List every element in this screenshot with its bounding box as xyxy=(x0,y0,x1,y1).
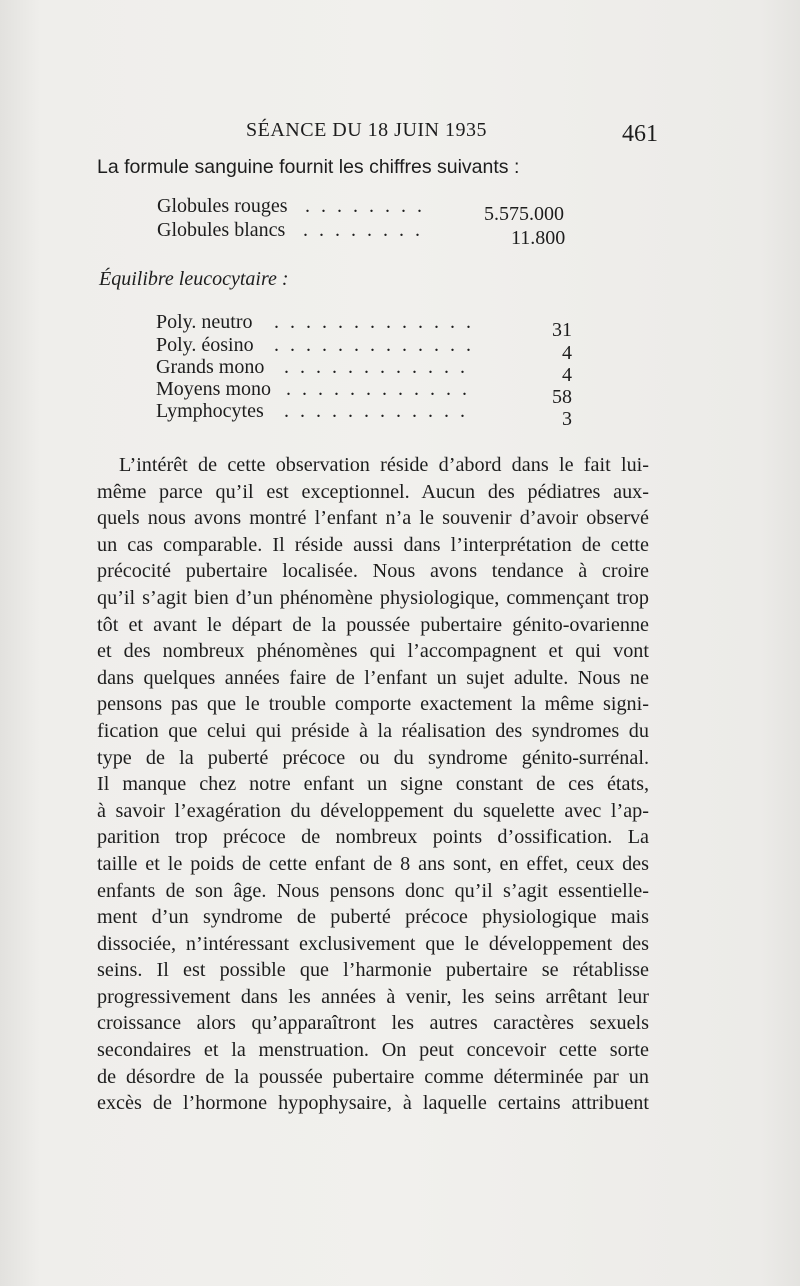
row-leader-dots: . . . . . . . . xyxy=(303,219,423,241)
paragraph-line: fication que celui qui préside à la réalisation des syndromes du xyxy=(97,719,649,742)
row-value: 5.575.000 xyxy=(484,203,564,225)
row-value: 58 xyxy=(552,386,572,408)
paragraph-line: dans quelques années faire de l’enfant un sujet adulte. Nous ne xyxy=(97,666,649,689)
row-value: 31 xyxy=(552,319,572,341)
row-leader-dots: . . . . . . . . . . . . . xyxy=(274,334,474,356)
paragraph-line: seins. Il est possible que l’harmonie pubertaire se rétablisse xyxy=(97,959,649,982)
paragraph-line: de désordre de la poussée pubertaire comme déterminée par un xyxy=(97,1065,649,1088)
row-label: Lymphocytes xyxy=(156,400,264,422)
paragraph-line: ment d’un syndrome de puberté précoce physiologique mais xyxy=(97,906,649,929)
paragraph-line: Il manque chez notre enfant un signe constant de ces états, xyxy=(97,773,649,796)
paragraph-line: précocité pubertaire localisée. Nous avons tendance à croire xyxy=(97,560,649,583)
row-leader-dots: . . . . . . . . . . . . . xyxy=(274,311,474,333)
paragraph-line: secondaires et la menstruation. On peut concevoir cette sorte xyxy=(97,1039,649,1062)
paragraph-line: parition trop précoce de nombreux points d’ossification. La xyxy=(97,826,649,849)
running-title-text: SÉANCE DU 18 JUIN 1935 xyxy=(246,119,487,141)
page-number: 461 xyxy=(622,121,658,147)
paragraph-line: dissociée, n’intéressant exclusivement que le développement des xyxy=(97,932,649,955)
row-leader-dots: . . . . . . . . . . . . xyxy=(286,378,470,400)
paragraph-line: type de la puberté précoce ou du syndrome génito-surrénal. xyxy=(97,746,649,769)
paragraph-line: même parce qu’il est exceptionnel. Aucun des pédiatres aux- xyxy=(97,480,649,503)
row-label: Globules rouges xyxy=(157,195,288,217)
paragraph-line: quels nous avons montré l’enfant n’a le souvenir d’avoir observé xyxy=(97,507,649,530)
row-value: 11.800 xyxy=(511,227,566,249)
leuco-section-title: Équilibre leucocytaire : xyxy=(99,268,289,290)
row-label: Poly. éosino xyxy=(156,334,254,356)
paragraph-line: et des nombreux phénomènes qui l’accompagnent et qui vont xyxy=(97,640,649,663)
paragraph-line: enfants de son âge. Nous pensons donc qu’il s’agit essentielle- xyxy=(97,879,649,902)
intro-sentence: La formule sanguine fournit les chiffres suivants : xyxy=(97,156,520,178)
row-label: Globules blancs xyxy=(157,219,286,241)
discussion-paragraph xyxy=(97,452,649,1117)
running-title xyxy=(246,117,487,142)
row-leader-dots: . . . . . . . . xyxy=(305,195,425,217)
paragraph-line: tôt et avant le départ de la poussée pubertaire génito-ovarienne xyxy=(97,613,649,636)
paragraph-line: excès de l’hormone hypophysaire, à laquelle certains attribuent xyxy=(97,1092,649,1115)
paragraph-line: taille et le poids de cette enfant de 8 ans sont, en effet, ceux des xyxy=(97,852,649,875)
row-label: Poly. neutro xyxy=(156,311,253,333)
paragraph-line: un cas comparable. Il réside aussi dans l’interprétation de cette xyxy=(97,533,649,556)
leuco-row xyxy=(156,400,576,428)
row-label: Moyens mono xyxy=(156,378,271,400)
row-leader-dots: . . . . . . . . . . . . xyxy=(284,356,468,378)
paragraph-line: L’intérêt de cette observation réside d’abord dans le fait lui- xyxy=(119,454,649,476)
paragraph-line: croissance alors qu’apparaîtront les autres caractères sexuels xyxy=(97,1012,649,1035)
row-value: 4 xyxy=(562,342,572,364)
paragraph-line: qu’il s’agit bien d’un phénomène physiologique, commençant trop xyxy=(97,586,649,609)
row-label: Grands mono xyxy=(156,356,265,378)
paragraph-line: progressivement dans les années à venir, les seins arrêtant leur xyxy=(97,985,649,1008)
paragraph-line: pensons pas que le trouble comporte exactement la même signi- xyxy=(97,693,649,716)
row-leader-dots: . . . . . . . . . . . . xyxy=(284,400,468,422)
blood-count-row xyxy=(157,219,597,247)
row-value: 3 xyxy=(562,408,572,430)
paragraph-line: à savoir l’exagération du développement du squelette avec l’ap- xyxy=(97,799,649,822)
row-value: 4 xyxy=(562,364,572,386)
